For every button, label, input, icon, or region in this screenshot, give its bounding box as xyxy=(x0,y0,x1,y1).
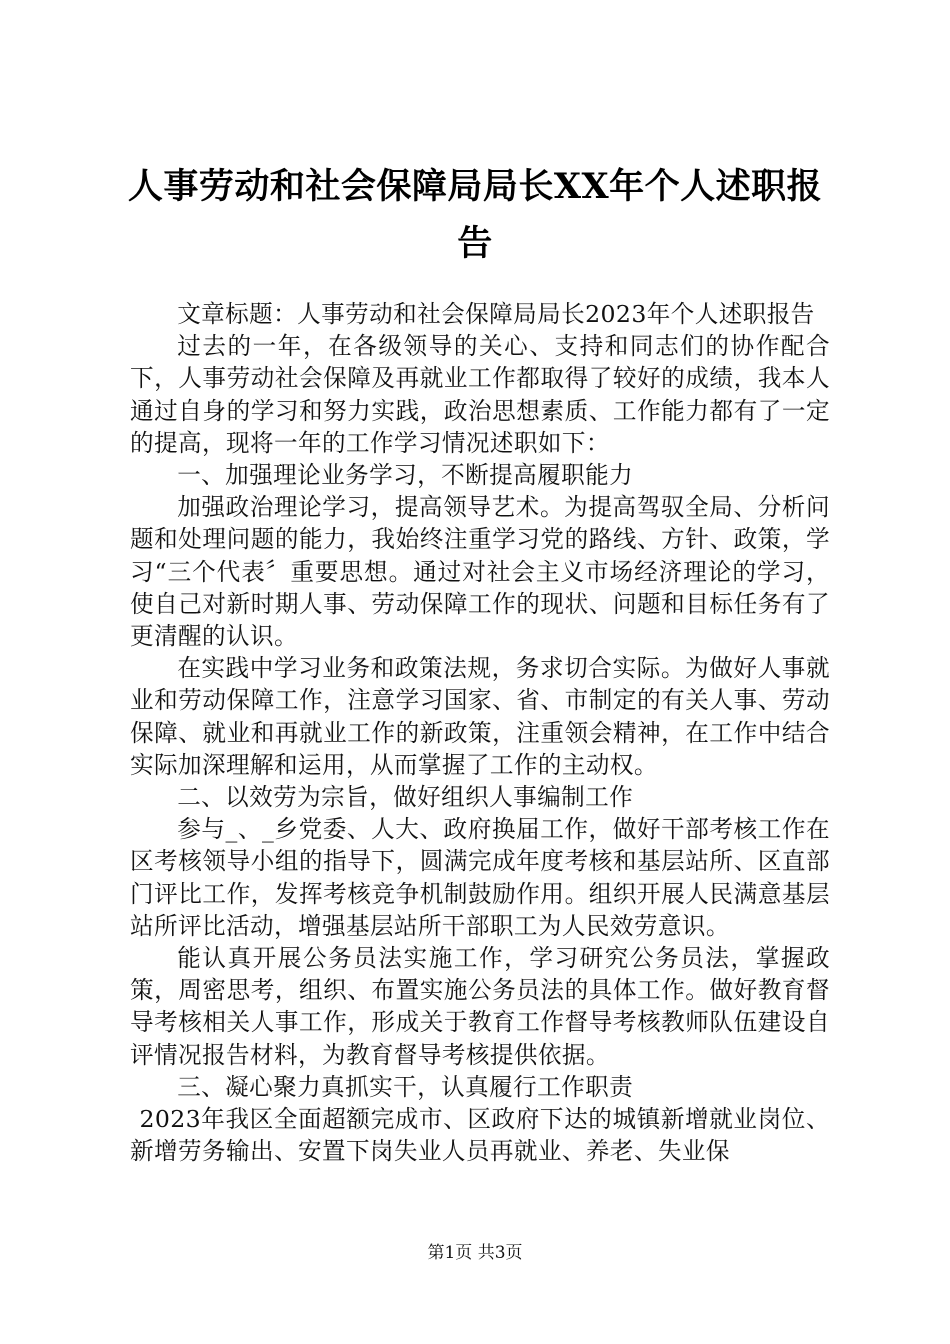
section-heading-1: 一、加强理论业务学习，不断提高履职能力 xyxy=(177,461,634,490)
intro-paragraph: 过去的一年，在各级领导的关心、支持和同志们的协作配合下，人事劳动社会保障及再就业工作都取得了较好的成绩，我本人通过自身的学习和努力实践，政治思想素质、工作能力都有了一定的提高，现将一年的工作学习情况述职如下： xyxy=(130,332,830,457)
section-heading-2: 二、以效劳为宗旨，做好组织人事编制工作 xyxy=(177,783,634,812)
document-title: 人事劳动和社会保障局局长XX年个人述职报告 xyxy=(127,166,823,264)
page-number-footer: 第1页 共3页 xyxy=(427,1243,523,1263)
document-body xyxy=(130,298,830,1167)
article-title-paragraph: 文章标题：人事劳动和社会保障局局长2023年个人述职报告 xyxy=(177,300,815,328)
body-paragraph: 2023年我区全面超额完成市、区政府下达的城镇新增就业岗位、新增劳务输出、安置下岗失业人员再就业、养老、失业保 xyxy=(130,1105,830,1166)
section-heading-3: 三、凝心聚力真抓实干，认真履行工作职责 xyxy=(177,1072,634,1101)
body-paragraph: 加强政治理论学习，提高领导艺术。为提高驾驭全局、分析问题和处理问题的能力，我始终注重学习党的路线、方针、政策，学习“三个代表〞重要思想。通过对社会主义市场经济理论的学习，使自己对新时期人事、劳动保障工作的现状、问题和目标任务有了更清醒的认识。 xyxy=(130,493,830,651)
body-paragraph: 参与_、_乡党委、人大、政府换届工作，做好干部考核工作在区考核领导小组的指导下，圆满完成年度考核和基层站所、区直部门评比工作，发挥考核竞争机制鼓励作用。组织开展人民满意基层站所评比活动，增强基层站所干部职工为人民效劳意识。 xyxy=(130,815,830,940)
body-paragraph: 在实践中学习业务和政策法规，务求切合实际。为做好人事就业和劳动保障工作，注意学习国家、省、市制定的有关人事、劳动保障、就业和再就业工作的新政策，注重领会精神，在工作中结合实际加深理解和运用，从而掌握了工作的主动权。 xyxy=(130,654,830,779)
body-paragraph: 能认真开展公务员法实施工作，学习研究公务员法，掌握政策，周密思考，组织、布置实施公务员法的具体工作。做好教育督导考核相关人事工作，形成关于教育工作督导考核教师队伍建设自评情况报告材料，为教育督导考核提供依据。 xyxy=(130,944,830,1069)
